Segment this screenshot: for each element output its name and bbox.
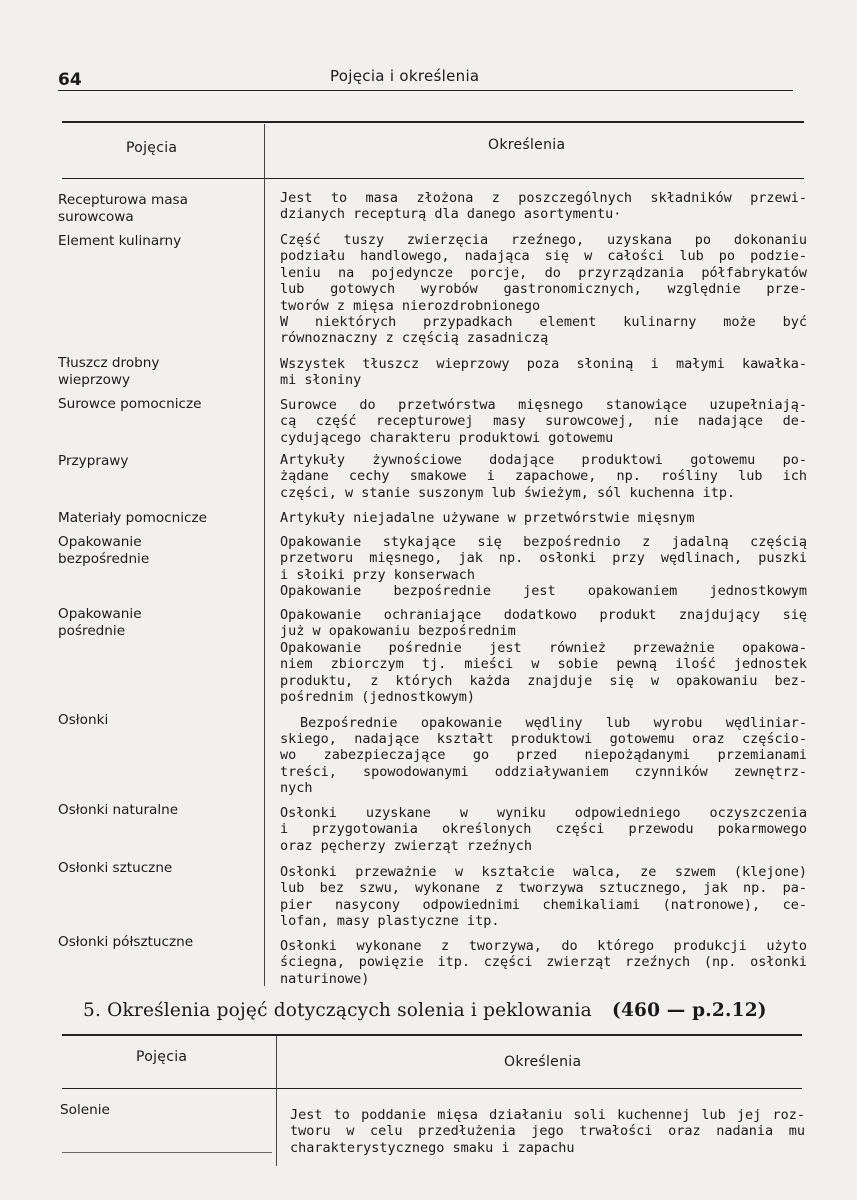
def-line: Opakowanie stykające się bezpośrednio z jadalną częścią	[280, 534, 807, 550]
table2-col-defs-header: Określenia	[504, 1054, 582, 1070]
table1-term	[58, 712, 253, 729]
def-line: Osłonki wykonane z tworzywa, do którego produkcji użyto	[280, 938, 807, 954]
def-line: oraz pęcherzy zwierząt rzeźnych	[280, 837, 532, 854]
def-line: równoznaczny z częścią zasadniczą	[280, 330, 549, 347]
table1-definition	[280, 805, 807, 854]
term-line: Przyprawy	[58, 453, 129, 469]
table1-term	[58, 606, 253, 639]
page-number: 64	[58, 70, 82, 90]
def-line: Osłonki uzyskane w wyniku odpowiedniego oczyszczenia	[280, 805, 807, 821]
def-line: tworów z mięsa nierozdrobnionego	[280, 297, 541, 314]
def-line: skiego, nadające kształt produktowi gotowemu oraz częścio-	[280, 731, 807, 747]
term-line: Osłonki naturalne	[58, 802, 179, 818]
def-line: leniu na pojedyncze porcje, do przyrządzania półfabrykatów	[280, 264, 807, 281]
def-line: Opakowanie pośrednie jest również przeważnie opakowa-	[280, 639, 807, 656]
table1-top-rule	[62, 121, 804, 123]
table1-col-terms-header: Pojęcia	[126, 140, 178, 156]
term-line: Element kulinarny	[58, 233, 182, 249]
table1-definition	[280, 864, 807, 930]
table2-col-terms-header: Pojęcia	[136, 1049, 188, 1065]
term-line: Materiały pomocnicze	[58, 510, 208, 526]
def-line: charakterystycznego smaku i zapachu	[290, 1139, 575, 1156]
def-line: Opakowanie ochraniające dodatkowo produkt znajdujący się	[280, 607, 807, 623]
table1-term	[58, 534, 253, 567]
table1-term	[58, 355, 253, 388]
table1-term	[58, 860, 253, 877]
table2-term	[60, 1102, 255, 1119]
def-line: żądane cechy smakowe i zapachowe, np. rośliny lub ich	[280, 468, 807, 485]
def-line: Opakowanie bezpośrednie jest opakowaniem jednostkowym	[280, 583, 807, 600]
def-line: Jest to poddanie mięsa działaniu soli kuchennej lub jej roz-	[290, 1107, 805, 1123]
table1-definition	[280, 356, 807, 389]
table1-term	[58, 192, 253, 225]
def-line: pośrednim (jednostkowym)	[280, 689, 476, 706]
table2-header-rule	[62, 1088, 802, 1089]
table1-definition	[280, 715, 807, 731]
def-line: i przygotowania określonych części przewodu pokarmowego	[280, 821, 807, 838]
table2-top-rule	[62, 1034, 802, 1036]
table1-term	[58, 934, 253, 951]
term-line: Surowce pomocnicze	[58, 396, 202, 412]
table1-definition	[280, 452, 807, 501]
def-line: Bezpośrednie opakowanie wędliny lub wyrobu wędliniar-	[300, 715, 807, 731]
table1-term	[58, 396, 253, 413]
def-line: Osłonki przeważnie w kształcie walca, ze szwem (klejone)	[280, 864, 807, 880]
def-line: treści, spowodowanymi oddziaływaniem czynników zewnętrz-	[280, 763, 807, 780]
def-line: wo zabezpieczające go przed niepożądanymi przemianami	[280, 747, 807, 764]
header-rule	[58, 90, 793, 91]
term-line: surowcowa	[58, 208, 134, 225]
term-line: Osłonki półsztuczne	[58, 934, 194, 950]
section-code: (460 — p.2.12)	[612, 1000, 767, 1021]
def-line: niem zbiorczym tj. mieści w sobie pewną ilość jednostek	[280, 656, 807, 673]
def-line: naturinowe)	[280, 970, 370, 987]
term-line: bezpośrednie	[58, 550, 150, 567]
table2-column-divider	[276, 1036, 277, 1166]
table1-definition	[280, 190, 807, 223]
table2-definition	[290, 1107, 805, 1156]
term-line: Opakowanie	[58, 534, 142, 550]
table1-col-defs-header: Określenia	[488, 137, 566, 153]
running-head: Pojęcia i określenia	[330, 67, 480, 85]
section-title	[83, 1000, 767, 1021]
term-line: Solenie	[60, 1102, 110, 1118]
table1-column-divider	[264, 124, 265, 986]
def-line: Artykuły niejadalne używane w przetwórstwie mięsnym	[280, 510, 695, 526]
def-line: Część tuszy zwierzęcia rzeźnego, uzyskana po dokonaniu	[280, 232, 807, 248]
term-line: Osłonki	[58, 712, 109, 728]
def-line: Jest to masa złożona z poszczególnych składników przewi-	[280, 190, 807, 206]
table1-header-rule	[62, 178, 804, 179]
term-line: wieprzowy	[58, 371, 131, 388]
def-line: ściegna, powięzie itp. części zwierząt rzeźnych (np. osłonki	[280, 954, 807, 971]
term-line: Osłonki sztuczne	[58, 860, 173, 876]
def-line: przetworu mięsnego, jak np. osłonki przy wędlinach, puszki	[280, 550, 807, 567]
def-line: cą część recepturowej masy surowcowej, nie nadające de-	[280, 413, 807, 430]
table1-definition	[280, 731, 807, 797]
def-line: tworu w celu przedłużenia jego trwałości oraz nadania mu	[290, 1123, 805, 1140]
section-title-text: 5. Określenia pojęć dotyczących solenia i peklowania	[83, 1000, 592, 1021]
table1-term	[58, 510, 253, 527]
def-line: cydującego charakteru produktowi gotowemu	[280, 429, 614, 446]
def-line: podziału handlowego, nadająca się w całości lub po podzie-	[280, 248, 807, 265]
table1-definition	[280, 397, 807, 446]
term-line: Tłuszcz drobny	[58, 355, 160, 371]
term-line: Recepturowa masa	[58, 192, 188, 208]
def-line: pier nasycony odpowiednimi chemikaliami (natronowe), ce-	[280, 896, 807, 913]
def-line: nych	[280, 780, 313, 797]
def-line: lub bez szwu, wykonane z tworzywa sztucznego, jak np. pa-	[280, 880, 807, 897]
table1-term	[58, 802, 253, 819]
def-line: i słoiki przy konserwach	[280, 566, 476, 583]
table1-term	[58, 233, 253, 250]
def-line: dzianych recepturą dla danego asortymentu·	[280, 206, 622, 223]
def-line: już w opakowaniu bezpośrednim	[280, 623, 516, 640]
def-line: Surowce do przetwórstwa mięsnego stanowiące uzupełniają-	[280, 397, 807, 413]
def-line: lub gotowych wyrobów gastronomicznych, względnie prze-	[280, 281, 807, 298]
table1-definition	[280, 534, 807, 600]
def-line: mi słoniny	[280, 372, 362, 389]
table1-definition	[280, 607, 807, 705]
def-line: lofan, masy plastyczne itp.	[280, 913, 500, 930]
def-line: Wszystek tłuszcz wieprzowy poza słoniną i małymi kawałka-	[280, 356, 807, 372]
term-line: Opakowanie	[58, 606, 142, 622]
def-line: części, w stanie suszonym lub świeżym, sól kuchenna itp.	[280, 484, 736, 501]
def-line: Artykuły żywnościowe dodające produktowi gotowemu po-	[280, 452, 807, 468]
table2-term-underline	[62, 1152, 272, 1153]
def-line: W niektórych przypadkach element kulinarny może być	[280, 314, 807, 331]
table1-definition	[280, 938, 807, 987]
def-line: produktu, z których każda znajduje się w opakowaniu bez-	[280, 672, 807, 689]
term-line: pośrednie	[58, 622, 126, 639]
table1-definition	[280, 510, 807, 526]
table1-definition	[280, 232, 807, 347]
table1-term	[58, 453, 253, 470]
